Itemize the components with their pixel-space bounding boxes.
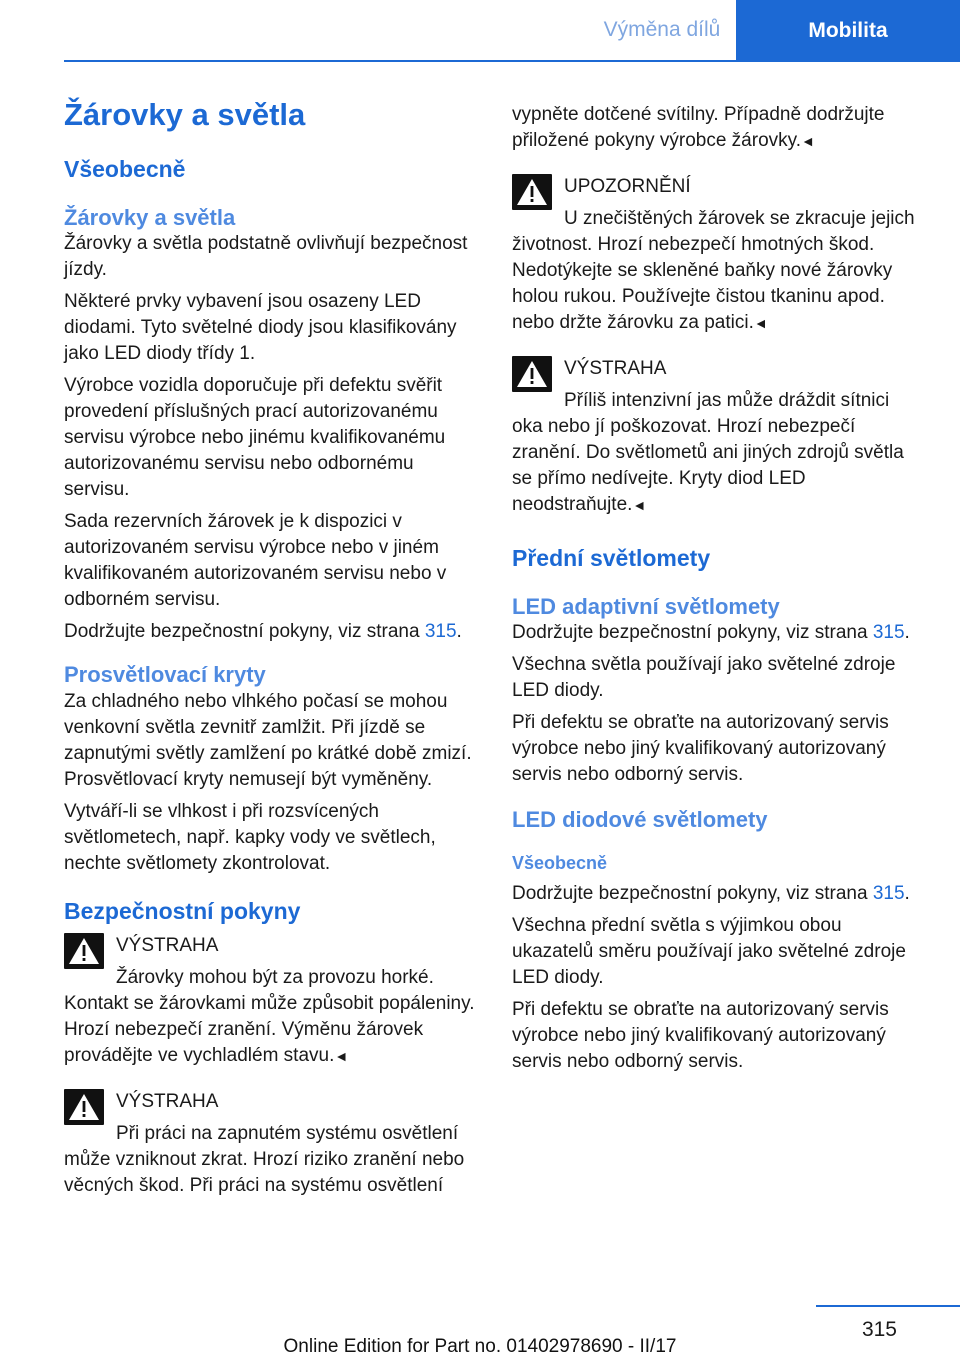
paragraph: Sada rezervních žárovek je k dispozici v autorizovaném servisu výrobce nebo v jiném kvalifikovaném autorizovaném servisu nebo v odborném servisu.: [64, 511, 447, 610]
edition-footer: Online Edition for Part no. 01402978690 - II/17: [283, 1336, 677, 1357]
paragraph-safety-ref: [64, 619, 480, 645]
paragraph: Vytváří-li se vlhkost i při rozsvícených světlometech, např. kapky vody ve světlech, nechte světlomety zkontrolovat.: [64, 800, 436, 874]
section-front-headlights: Přední světlomety: [512, 545, 711, 571]
warning-icon: [64, 1089, 104, 1125]
warning-continuation: Kontakt se žárovkami může způsobit popáleniny. Hrozí nebezpečí zranění. Výměnu žárovek provádějte ve vychladlém stavu.◄: [64, 993, 475, 1067]
paragraph-safety-ref: Dodržujte bezpečnostní pokyny, viz strana 315.: [512, 622, 910, 644]
page-header: [0, 0, 960, 62]
warning-title: VÝSTRAHA: [116, 935, 219, 957]
page-number: 315: [861, 1318, 897, 1341]
paragraph-safety-ref: Dodržujte bezpečnostní pokyny, viz strana 315.: [512, 883, 910, 905]
section-safety: Bezpečnostní pokyny: [64, 897, 301, 924]
end-mark-icon: ◄: [753, 315, 768, 331]
warning-continuation: oka nebo jí poškozovat. Hrozí nebezpečí zranění. Do světlometů ani jiných zdrojů světla se přímo nedívejte. Kryty diod LED neodstraňujte.◄: [512, 416, 904, 515]
paragraph: Při defektu se obraťte na autorizovaný servis výrobce nebo jiný kvalifikovaný autorizovaný servis nebo odborný servis.: [512, 712, 889, 786]
warning-text: Při práci na zapnutém systému osvětlení: [116, 1123, 459, 1145]
end-mark-icon: ◄: [334, 1048, 349, 1065]
tab-vymena-dilu[interactable]: Výměna dílů: [603, 18, 721, 41]
warning-title: VÝSTRAHA: [564, 358, 667, 379]
page-link[interactable]: 315: [872, 883, 905, 905]
paragraph: Při defektu se obraťte na autorizovaný servis výrobce nebo jiný kvalifikovaný autorizovaný servis nebo odborný servis.: [512, 999, 889, 1073]
page-link[interactable]: 315: [424, 621, 457, 642]
warning-icon: [512, 174, 552, 210]
paragraph: Žárovky a světla podstatně ovlivňují bezpečnost jízdy.: [64, 233, 468, 280]
ref-text: Dodržujte bezpečnostní pokyny, viz strana: [64, 621, 425, 642]
end-mark-icon: ◄: [632, 497, 647, 513]
notice-text: U znečištěných žárovek se zkracuje jejich: [564, 208, 915, 229]
warning-text: Žárovky mohou být za provozu horké.: [116, 967, 434, 989]
section-general: Všeobecně: [64, 155, 186, 182]
footer-rule: [816, 1305, 960, 1307]
paragraph: Za chladného nebo vlhkého počasí se mohou venkovní světla zevnitř zamlžit. Při jízdě se zapnutými světly zamlžení po krátké době zmizí. Prosvětlovací kryty nemusejí být vyměněny.: [64, 690, 472, 790]
notice-box: [512, 174, 928, 336]
warning-box: [64, 933, 480, 1069]
paragraph: Výrobce vozidla doporučuje při defektu svěřit provedení příslušných prací autorizovanému servisu výrobce nebo jinému kvalifikovanému autorizovanému servisu nebo odbornému servisu.: [64, 375, 446, 500]
page-link[interactable]: 315: [872, 622, 905, 644]
notice-continuation: životnost. Hrozí nebezpečí hmotných škod. Nedotýkejte se skleněné baňky nové žárovky holou rukou. Používejte čistou tkaninu apod. nebo držte žárovku za patici.◄: [512, 234, 893, 333]
subsection-covers: Prosvětlovací kryty: [64, 662, 266, 687]
paragraph: Všechna světla používají jako světelné zdroje LED diody.: [512, 654, 896, 702]
warning-title: VÝSTRAHA: [116, 1091, 219, 1113]
right-column: [512, 96, 928, 1075]
left-column: [64, 96, 480, 1199]
end-mark-icon: ◄: [801, 133, 815, 149]
ref-end: .: [456, 621, 462, 642]
warning-box: [512, 356, 928, 518]
warning-box: [64, 1089, 480, 1199]
warning-icon: [512, 356, 552, 392]
notice-title: UPOZORNĚNÍ: [564, 176, 691, 197]
page-title: Žárovky a světla: [64, 97, 306, 132]
warning-text: Příliš intenzivní jas může dráždit sítnici: [564, 390, 890, 411]
subsection-general: Všeobecně: [512, 852, 608, 873]
warning-icon: [64, 933, 104, 969]
subsection-bulbs: Žárovky a světla: [64, 204, 236, 230]
subsection-led-headlights: LED diodové světlomety: [512, 807, 768, 833]
warning-continuation: může vzniknout zkrat. Hrozí riziko zranění nebo věcných škod. Při práci na systému osvětlení: [64, 1149, 465, 1197]
paragraph-continuation: vypněte dotčené svítilny. Případně dodržujte přiložené pokyny výrobce žárovky.◄: [512, 104, 885, 151]
paragraph: Všechna přední světla s výjimkou obou ukazatelů směru používají jako světelné zdroje LED diody.: [512, 915, 906, 989]
paragraph: Některé prvky vybavení jsou osazeny LED diodami. Tyto světelné diody jsou klasifikovány jako LED diody třídy 1.: [64, 291, 457, 364]
subsection-led-adaptive: LED adaptivní světlomety: [512, 593, 780, 619]
header-rule: [64, 60, 960, 62]
tab-mobilita[interactable]: Mobilita: [736, 0, 960, 62]
